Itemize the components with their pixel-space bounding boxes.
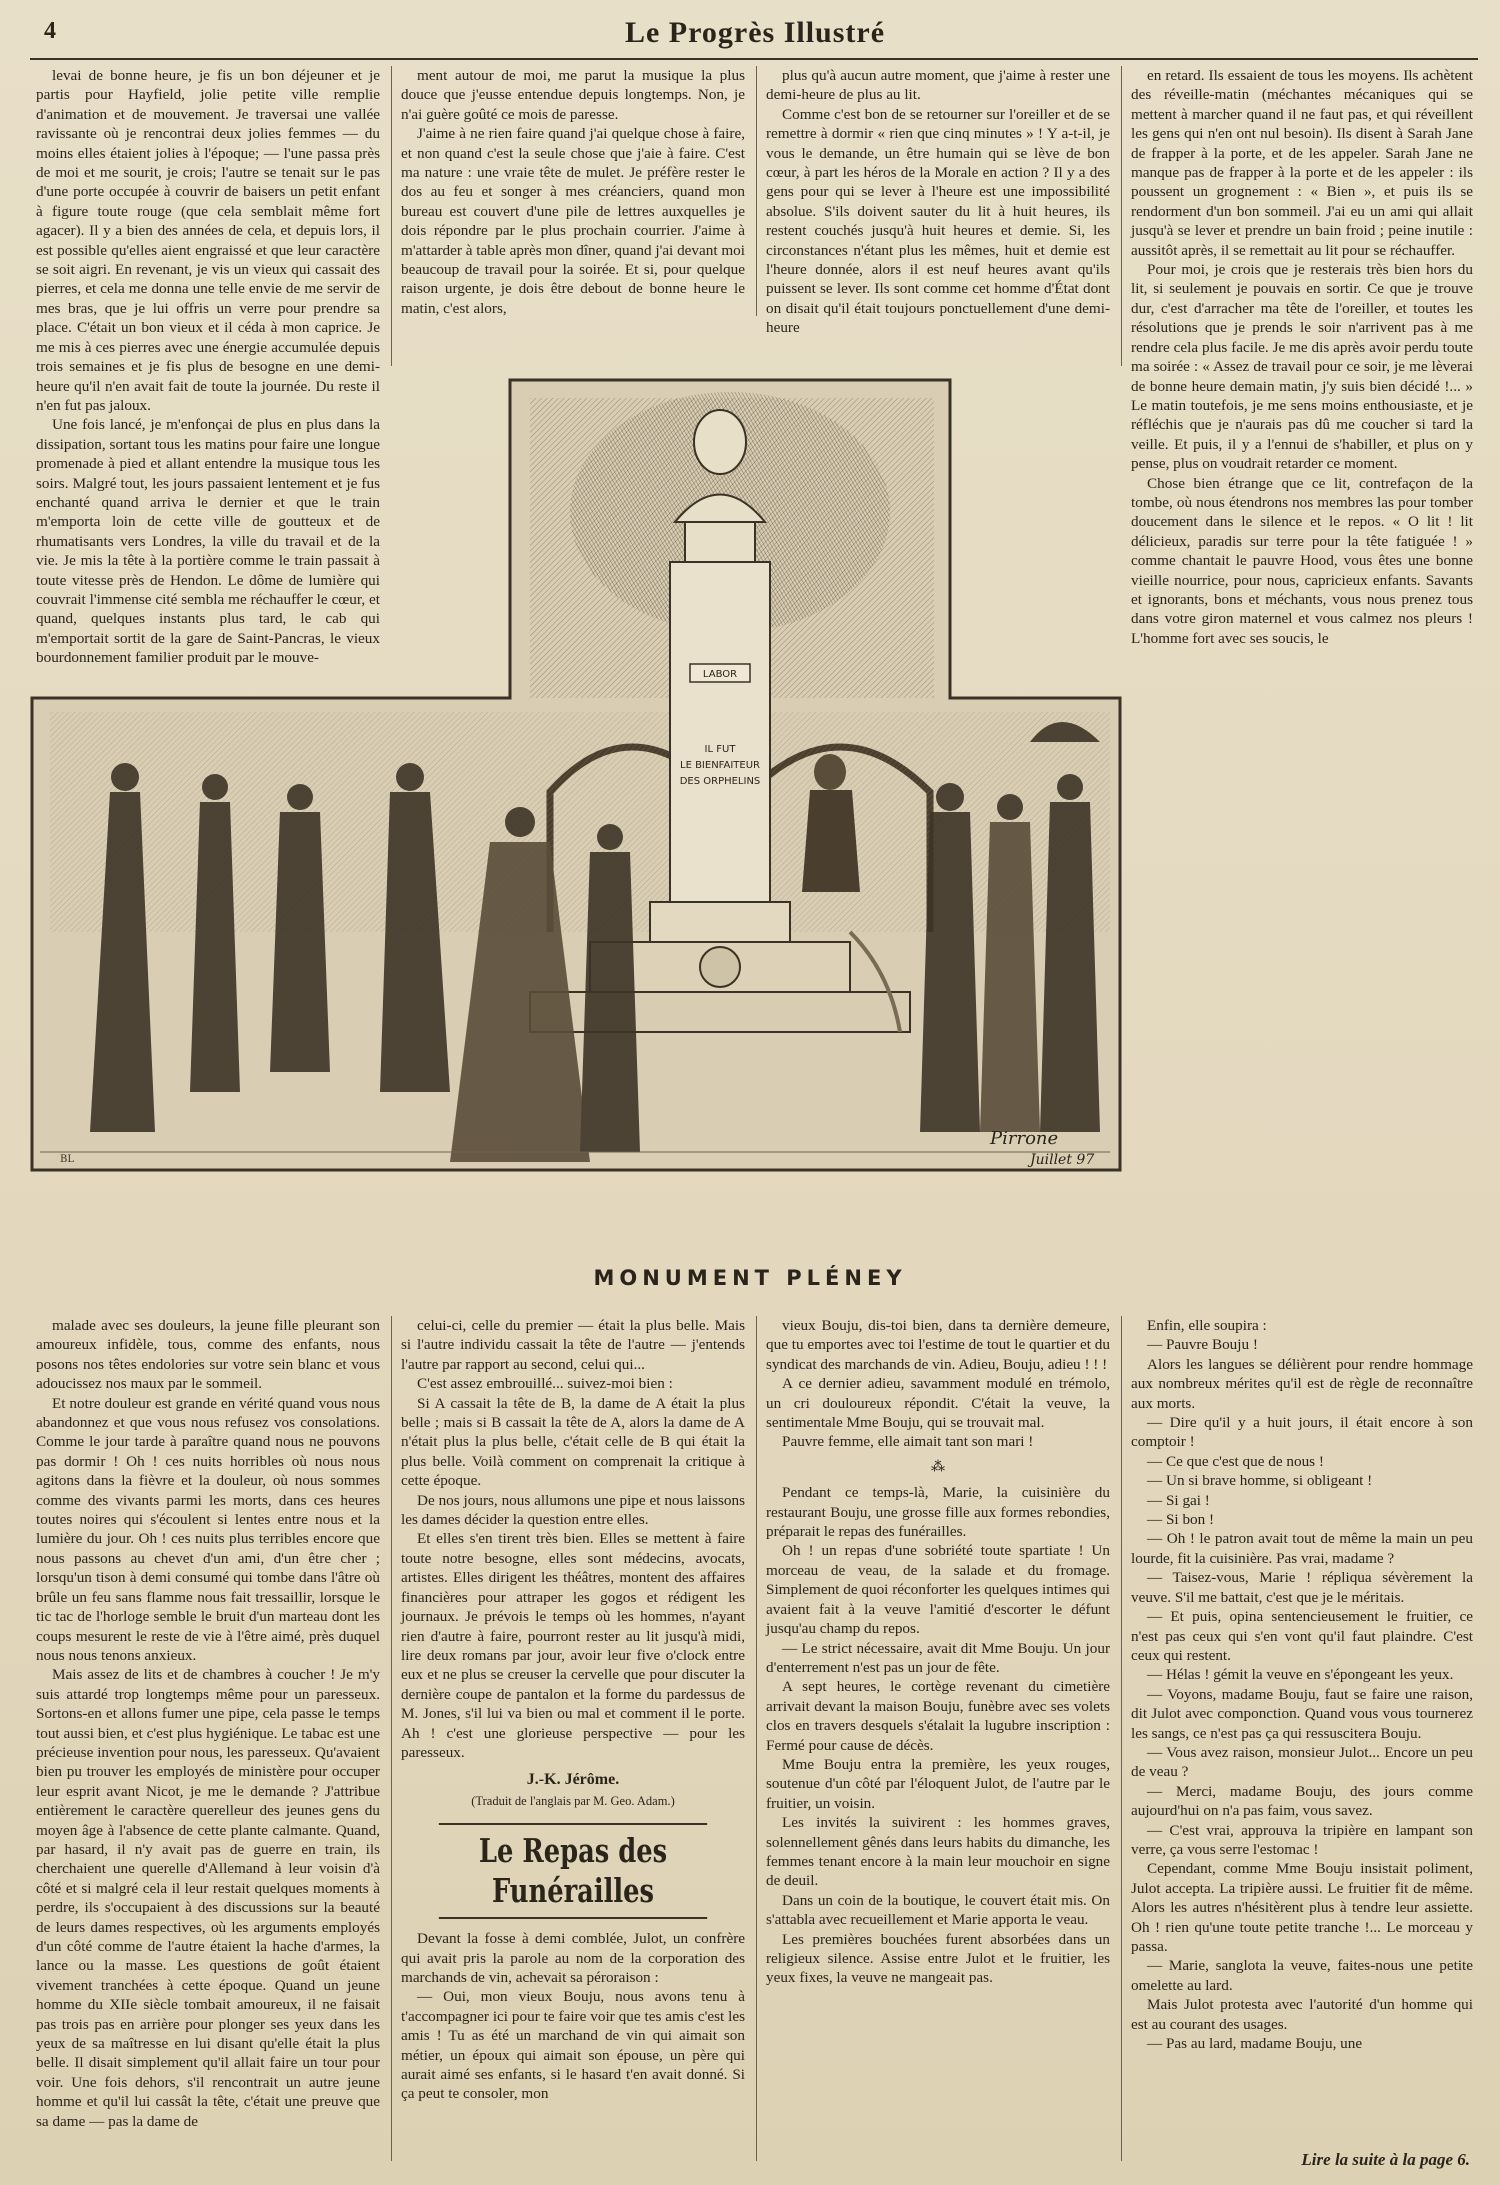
paragraph: Et notre douleur est grande en vérité quand vous nous abandonnez et que vous nous refusez vos consolations. Comme le jour tarde à paraître quand nous ne pouvons pas dormir ! Oh ! ces nuits horribles où nous nous agitons dans la fièvre et la douleur, où nous sommes comme des vivants parmi les morts, dans ces heures toutes noires qui s'écoulent si lentes entre nous et la lumière du jour. Oh ! ces nuits plus terribles encore que nous passons au chevet d'un ami, d'un être cher ; lorsqu'un tison à demi consumé qui tombe dans l'âtre où brûle un feu sans flamme nous fait tressaillir, lorsque le tic tac de l'horloge semble le bruit d'un marteau dont les coups mesurent le reste de vie à l'être aimé, près duquel nous nous tenons anxieux. <box>36 1394 380 1664</box>
paragraph: Pour moi, je crois que je resterais très bien hors du lit, si seulement je pouvais en sortir. Ce que je trouve dur, c'est d'arracher ma tête de l'oreiller, et toutes les résolutions que je prends le soir n'arrivent pas à me rendre cela plus facile. Je me dis après avoir perdu toute ma soirée : « Assez de travail pour ce soir, je me lèverai de bonne heure demain matin, j'y suis bien décidé !... » Le matin toutefois, je me sens moins enthousiaste, et je réfléchis que je n'aurais pas dû me coucher si tard la veille. Et puis, il y a l'ennui de s'habiller, et plus on y pense, plus on voudrait retarder ce moment. <box>1131 261 1473 473</box>
paragraph: — Un si brave homme, si obligeant ! <box>1147 1472 1373 1490</box>
paragraph: Dans un coin de la boutique, le couvert était mis. On s'attabla avec recueillement et Marie apporta le veau. <box>766 1891 1110 1929</box>
paragraph: Les premières bouchées furent absorbées dans un religieux silence. Assise entre Julot et le fruitier, les yeux fixes, la veuve ne mangeait pas. <box>766 1930 1110 1987</box>
top-column-4 <box>1131 66 1473 650</box>
column-3-part-a <box>766 1316 1110 1452</box>
paragraph: levai de bonne heure, je fis un bon déjeuner et je partis pour Hayfield, jolie petite ville remplie d'animation et de mouvement. Je traversai une vallée ravissante où je rencontrai deux jolies femmes — du moins elles étaient jolies à l'époque; — l'une passa près de moi et me sourit, je crois; l'autre se tenait sur le pas d'une porte occupée à couvrir de baisers un petit enfant à figure toute rouge (que cela semblait même fort agacer). Il y a bien des années de cela, et depuis lors, il est possible qu'elles aient engraissé et que leur caractère se soit aigri. En revenant, je vis un vieux qui cassait des pierres, et cela me donna une telle envie de me servir de mes bras, que je lui offris un verre pour prendre sa place. C'était un bon vieux et il céda à mon caprice. Je me mis à ces pierres avec une énergie accumulée depuis trois semaines et je fis plus de besogne en une demi-heure qu'il n'en avait fait de toute la journée. Du reste il n'en fut pas jaloux. <box>36 67 380 414</box>
translator-credit: (Traduit de l'anglais par M. Geo. Adam.) <box>471 1793 675 1808</box>
paragraph: Mme Bouju entra la première, les yeux rouges, soutenue d'un côté par l'éloquent Julot, de l'autre par le fruitier, un voisin. <box>766 1755 1110 1812</box>
column-divider <box>1121 1316 1122 2161</box>
paragraph: — Voyons, madame Bouju, faut se faire une raison, dit Julot avec componction. Quand vous vous tournerez les sangs, ce n'est pas ça qui ressuscitera Bouju. <box>1131 1685 1473 1742</box>
paragraph: Alors les langues se délièrent pour rendre hommage aux nombreux mérites qu'il est de règle de reconnaître aux morts. <box>1131 1355 1473 1412</box>
illustration-monument <box>30 372 1120 1172</box>
paragraph: A sept heures, le cortège revenant du cimetière arrivait devant la maison Bouju, funèbre avec ses volets clos en travers desquels s'étalait la lugubre inscription : Fermé pour cause de décès. <box>766 1678 1110 1754</box>
paragraph: — Taisez-vous, Marie ! répliqua sévèrement la veuve. S'il me battait, c'est que je le méritais. <box>1131 1569 1473 1606</box>
paragraph: Une fois lancé, je m'enfonçai de plus en plus dans la dissipation, sortant tous les matins pour faire une longue promenade à pied et allant entendre la musique tous les soirs. Malgré tout, les jours passaient lentement et je fus enchanté quand arriva le dernier et que le train m'emporta loin de cette ville de goutteux et de rhumatisants vers Londres, la ville du travail et de la vie. Je mis la tête à la portière comme le train passait à toute vitesse près de Hendon. Le dôme de lumière qui couvrait l'immense cité sembla me réchauffer le cœur, et quand, quelques instants plus tard, le cab qui m'emportait sortit de la gare de Saint-Pancras, le vieux bourdonnement familier produit par le mouve- <box>36 416 380 667</box>
pedestal-label: LABOR <box>702 669 738 680</box>
page-header <box>40 14 1470 54</box>
date-signature: Juillet 97 <box>1030 1152 1095 1168</box>
masthead-title: Le Progrès Illustré <box>624 16 886 49</box>
paragraph: — Vous avez raison, monsieur Julot... Encore un peu de veau ? <box>1131 1743 1473 1781</box>
inscription-line-1: IL FUT <box>704 744 736 755</box>
paragraph: Oh ! un repas d'une sobriété toute spartiate ! Un morceau de veau, de la salade et du fromage. Simplement de quoi réconforter les quelques intimes qui avaient fait à la veuve l'amitié d'escorter le défunt jusqu'au champ du repos. <box>766 1542 1110 1638</box>
paragraph: vieux Bouju, dis-toi bien, dans ta dernière demeure, que tu emportes avec toi l'estime de tout le quartier et du syndicat des marchands de vin. Adieu, Bouju, adieu ! ! ! <box>766 1317 1110 1373</box>
bottom-column-3 <box>766 1316 1110 2161</box>
top-column-3 <box>766 66 1110 337</box>
paragraph: Comme c'est bon de se retourner sur l'oreiller et de se remettre à dormir « rien que cinq minutes » ! Y a-t-il, je vous le demande, un être humain qui se lève de bon cœur, à part les héros de la Morale en action ? Il y a des gens pour qui se lever à l'heure est une impossibilité absolue. S'ils doivent sauter du lit à huit heures, ils restent couchés jusqu'à huit heures et demie. Si, les circonstances n'étant plus les mêmes, huit et demie est l'heure donnée, alors il est neuf heures avant qu'ils puissent se lever. Ils sont comme cet homme d'État dont on disait qu'il était toujours ponctuellement d'une demi-heure <box>766 105 1110 337</box>
paragraph: Pauvre femme, elle aimait tant son mari ! <box>782 1433 1034 1451</box>
bottom-column-4 <box>1131 1316 1473 2146</box>
paragraph: — Le strict nécessaire, avait dit Mme Bouju. Un jour d'enterrement n'est pas un jour de fête. <box>766 1639 1110 1676</box>
corner-mark: BL <box>60 1154 74 1165</box>
author-signature: J.-K. Jérôme. <box>526 1771 620 1789</box>
continued-notice: Lire la suite à la page 6. <box>1301 2150 1470 2169</box>
paragraph: en retard. Ils essaient de tous les moyens. Ils achètent des réveille-matin (méchantes mécaniques qui se mettent à marcher quand il ne faut pas, et qui réveillent les gens qui n'en ont nul besoin). Ils disent à Sarah Jane de frapper à la porte, et de les appeler. Sarah Jane ne manque pas de frapper à la porte et de les appeler : ils poussent un grognement : « Bien », et puis ils se rendorment d'un bon sommeil. J'ai eu un ami qui allait jusqu'à se lever et prendre un bain froid ; peine inutile : aussitôt après, il se remettait au lit pour se réchauffer. <box>1131 67 1473 259</box>
paragraph: — Hélas ! gémit la veuve en s'épongeant les yeux. <box>1147 1666 1454 1684</box>
paragraph: Si A cassait la tête de B, la dame de A était la plus belle ; mais si B cassait la tête de A, alors la dame de A n'était plus la plus belle, c'était celle de B qui était la plus belle. Voilà comment on comprenait la critique à cette époque. <box>401 1394 745 1490</box>
paragraph: Et elles s'en tirent très bien. Elles se mettent à faire toute notre besogne, elles sont médecins, avocats, artistes. Elles dirigent les théâtres, montent des affaires financières pour attraper les gogos et rédigent les journaux. Je prévois le temps où les hommes, n'ayant rien d'autre à faire, pourront rester au lit jusqu'à midi, lire deux romans par jour, avoir leur five o'clock entre eux et ne plus se creuser la cervelle que pour discuter la dernière coupe de pantalon et la forme du pardessus de M. Jones, s'il lui va bien ou mal et comment il le porte. Ah ! c'est une glorieuse perspective — pour les paresseux. <box>401 1530 745 1761</box>
paragraph: A ce dernier adieu, savamment modulé en trémolo, un cri douloureux répondit. C'était la veuve, la sentimentale Mme Bouju, qui se trouvait mal. <box>766 1375 1110 1432</box>
column-divider <box>1121 66 1122 366</box>
paragraph: Les invités la suivirent : les hommes graves, solennellement gênés dans leurs habits du dimanche, les femmes tenant encore à la main leur mouchoir en signe de deuil. <box>766 1814 1110 1890</box>
column-2-essay-end <box>401 1316 745 1762</box>
paragraph: — Marie, sanglota la veuve, faites-nous une petite omelette au lard. <box>1131 1957 1473 1994</box>
paragraph: Pendant ce temps-là, Marie, la cuisinière du restaurant Bouju, une grosse fille aux formes rebondies, préparait le repas des funérailles. <box>766 1484 1110 1541</box>
bottom-column-1 <box>36 1316 380 2161</box>
inscription-line-2: LE BIENFAITEUR <box>680 760 760 771</box>
paragraph: — Si bon ! <box>1147 1511 1215 1529</box>
header-rule <box>30 58 1478 60</box>
paragraph: plus qu'à aucun autre moment, que j'aime à rester une demi-heure de plus au lit. <box>766 67 1110 104</box>
column-divider <box>391 1316 392 2161</box>
paragraph: Mais Julot protesta avec l'autorité d'un homme qui est au courant des usages. <box>1131 1996 1473 2033</box>
column-divider <box>391 66 392 366</box>
paragraph: malade avec ses douleurs, la jeune fille pleurant son amoureux infidèle, tous, comme des enfants, nous posons nos têtes endolories sur votre sein blanc et vous adoucissez nos maux par le sommeil. <box>36 1317 380 1393</box>
column-3-part-b <box>766 1483 1110 1988</box>
paragraph: Chose bien étrange que ce lit, contrefaçon de la tombe, où nous étendrons nos membres las pour tomber doucement dans le silence et le repos. « O lit ! lit délicieux, paradis sur terre pour la tête fatiguée ! » comme chantait le pauvre Hood, vous êtes une bonne vieille nourrice, pour nous, capricieux enfants. Savants et ignorants, bons et méchants, vous nous prenez tous dans votre giron maternel et vous calmez nos pleurs ! L'homme fort avec ses soucis, le <box>1131 474 1473 647</box>
artist-signature: Pirrone <box>990 1128 1059 1149</box>
paragraph: — Pas au lard, madame Bouju, une <box>1147 2035 1363 2053</box>
paragraph: — Pauvre Bouju ! <box>1147 1336 1258 1354</box>
paragraph: — Merci, madame Bouju, des jours comme aujourd'hui on n'a pas faim, vous savez. <box>1131 1782 1473 1820</box>
paragraph: De nos jours, nous allumons une pipe et nous laissons les dames décider la question entre elles. <box>401 1491 745 1529</box>
bottom-column-2 <box>401 1316 745 2161</box>
paragraph: — Ce que c'est que de nous ! <box>1147 1452 1324 1470</box>
paragraph: J'aime à ne rien faire quand j'ai quelque chose à faire, et non quand c'est la seule chose que j'aie à faire. C'est ma nature : une vraie tête de mulet. Je préfère rester le dos au feu et songer à mes créanciers, quand mon bureau est couvert d'une pile de lettres auxquelles je dois répondre par le plus prochain courrier. J'aime à m'attarder à table après mon dîner, quand j'ai devant moi beaucoup de travail pour la soirée. Et si, pour quelque raison urgente, je dois être debout de bonne heure le matin, c'est alors, <box>401 125 745 317</box>
top-column-2 <box>401 66 745 316</box>
paragraph: — Et puis, opina sentencieusement le fruitier, ce n'est pas ceux qui s'en vont qu'il faut plaindre. C'est ceux qui restent. <box>1131 1608 1473 1664</box>
top-column-1 <box>36 66 380 667</box>
page-number: 4 <box>44 18 56 44</box>
story-title: Le Repas des Funérailles <box>439 1823 707 1919</box>
paragraph: C'est assez embrouillé... suivez-moi bien : <box>417 1375 673 1393</box>
paragraph: celui-ci, celle du premier — était la plus belle. Mais si l'autre individu cassait la tête de l'autre — j'entends l'autre par rapport au second, celui qui... <box>401 1317 745 1373</box>
paragraph: — Si gai ! <box>1147 1491 1210 1509</box>
paragraph: Devant la fosse à demi comblée, Julot, un confrère qui avait pris la parole au nom de la corporation des marchands de vin, achevait sa péroraison : <box>401 1930 745 1986</box>
paragraph: — Oh ! le patron avait tout de même la main un peu lourde, fit la cuisinière. Pas vrai, madame ? <box>1131 1530 1473 1567</box>
paragraph: Cependant, comme Mme Bouju insistait poliment, Julot accepta. La tripière aussi. Le fruitier fit de même. Alors les autres n'hésitèrent plus à tendre leur assiette. Oh ! rien qu'une toute petite tranche !... Le morceau y passa. <box>1131 1860 1473 1955</box>
paragraph: — Oui, mon vieux Bouju, nous avons tenu à t'accompagner ici pour te faire voir que tes amis c'est les amis ! Tu as été un marchand de vin qui aimait son métier, un époux qui aimait son épouse, un père qui aurait aimé ses enfants, si le hasard t'en avait donné. Si ça peut te consoler, mon <box>401 1988 745 2103</box>
paragraph: — Dire qu'il y a huit jours, il était encore à son comptoir ! <box>1131 1414 1473 1451</box>
paragraph: ment autour de moi, me parut la musique la plus douce que j'eusse entendue depuis longtemps. Non, je n'ai guère goûté ce mois de paresse. <box>401 67 745 123</box>
illustration-caption: MONUMENT PLÉNEY <box>593 1266 907 1290</box>
paragraph: Enfin, elle soupira : <box>1147 1317 1267 1334</box>
column-divider <box>756 66 757 316</box>
column-2-story-start <box>401 1929 745 2104</box>
inscription-line-3: DES ORPHELINS <box>679 776 761 787</box>
paragraph: — C'est vrai, approuva la tripière en lampant son verre, ça vous serre l'estomac ! <box>1131 1821 1473 1858</box>
paragraph: Mais assez de lits et de chambres à coucher ! Je m'y suis attardé trop longtemps même pour un paresseux. Sortons-en et allons fumer une pipe, cela passe le temps tout aussi bien, et c'est plus hygiénique. Le tabac est une précieuse invention pour nous, les paresseux. Qu'avaient bien pu trouver les employés de ministère pour occuper leur esprit avant Nicot, je me le demande ? J'attribue entièrement le caractère querelleur des jeunes gens du moyen âge à l'absence de cette plante calmante. Quand, par hasard, il n'y avait pas de guerre en train, ils cherchaient une querelle d'Allemand à leur voisin d'à côté et si malgré cela il leur restait quelques moments à perdre, ils s'occupaient à des discussions sur la beauté de leurs dames respectives, où les arguments employés d'un côté comme de l'autre étaient la hache d'armes, la lance ou la masse. Les questions de goût étaient vivement tranchées à cette époque. Quand un jeune homme du XIIe siècle tombait amoureux, il ne faisait pas trois pas en arrière pour plonger ses yeux dans les yeux de sa maîtresse en lui disant qu'elle était la plus belle. Il disait simplement qu'il allait faire un tour pour voir. Une fois dehors, s'il rencontrait un autre jeune homme et qu'il lui cassât la tête, c'était une preuve que sa dame — pas la dame de <box>36 1666 380 2130</box>
column-divider <box>756 1316 757 2161</box>
section-break-stars: ⁂ <box>931 1459 945 1475</box>
